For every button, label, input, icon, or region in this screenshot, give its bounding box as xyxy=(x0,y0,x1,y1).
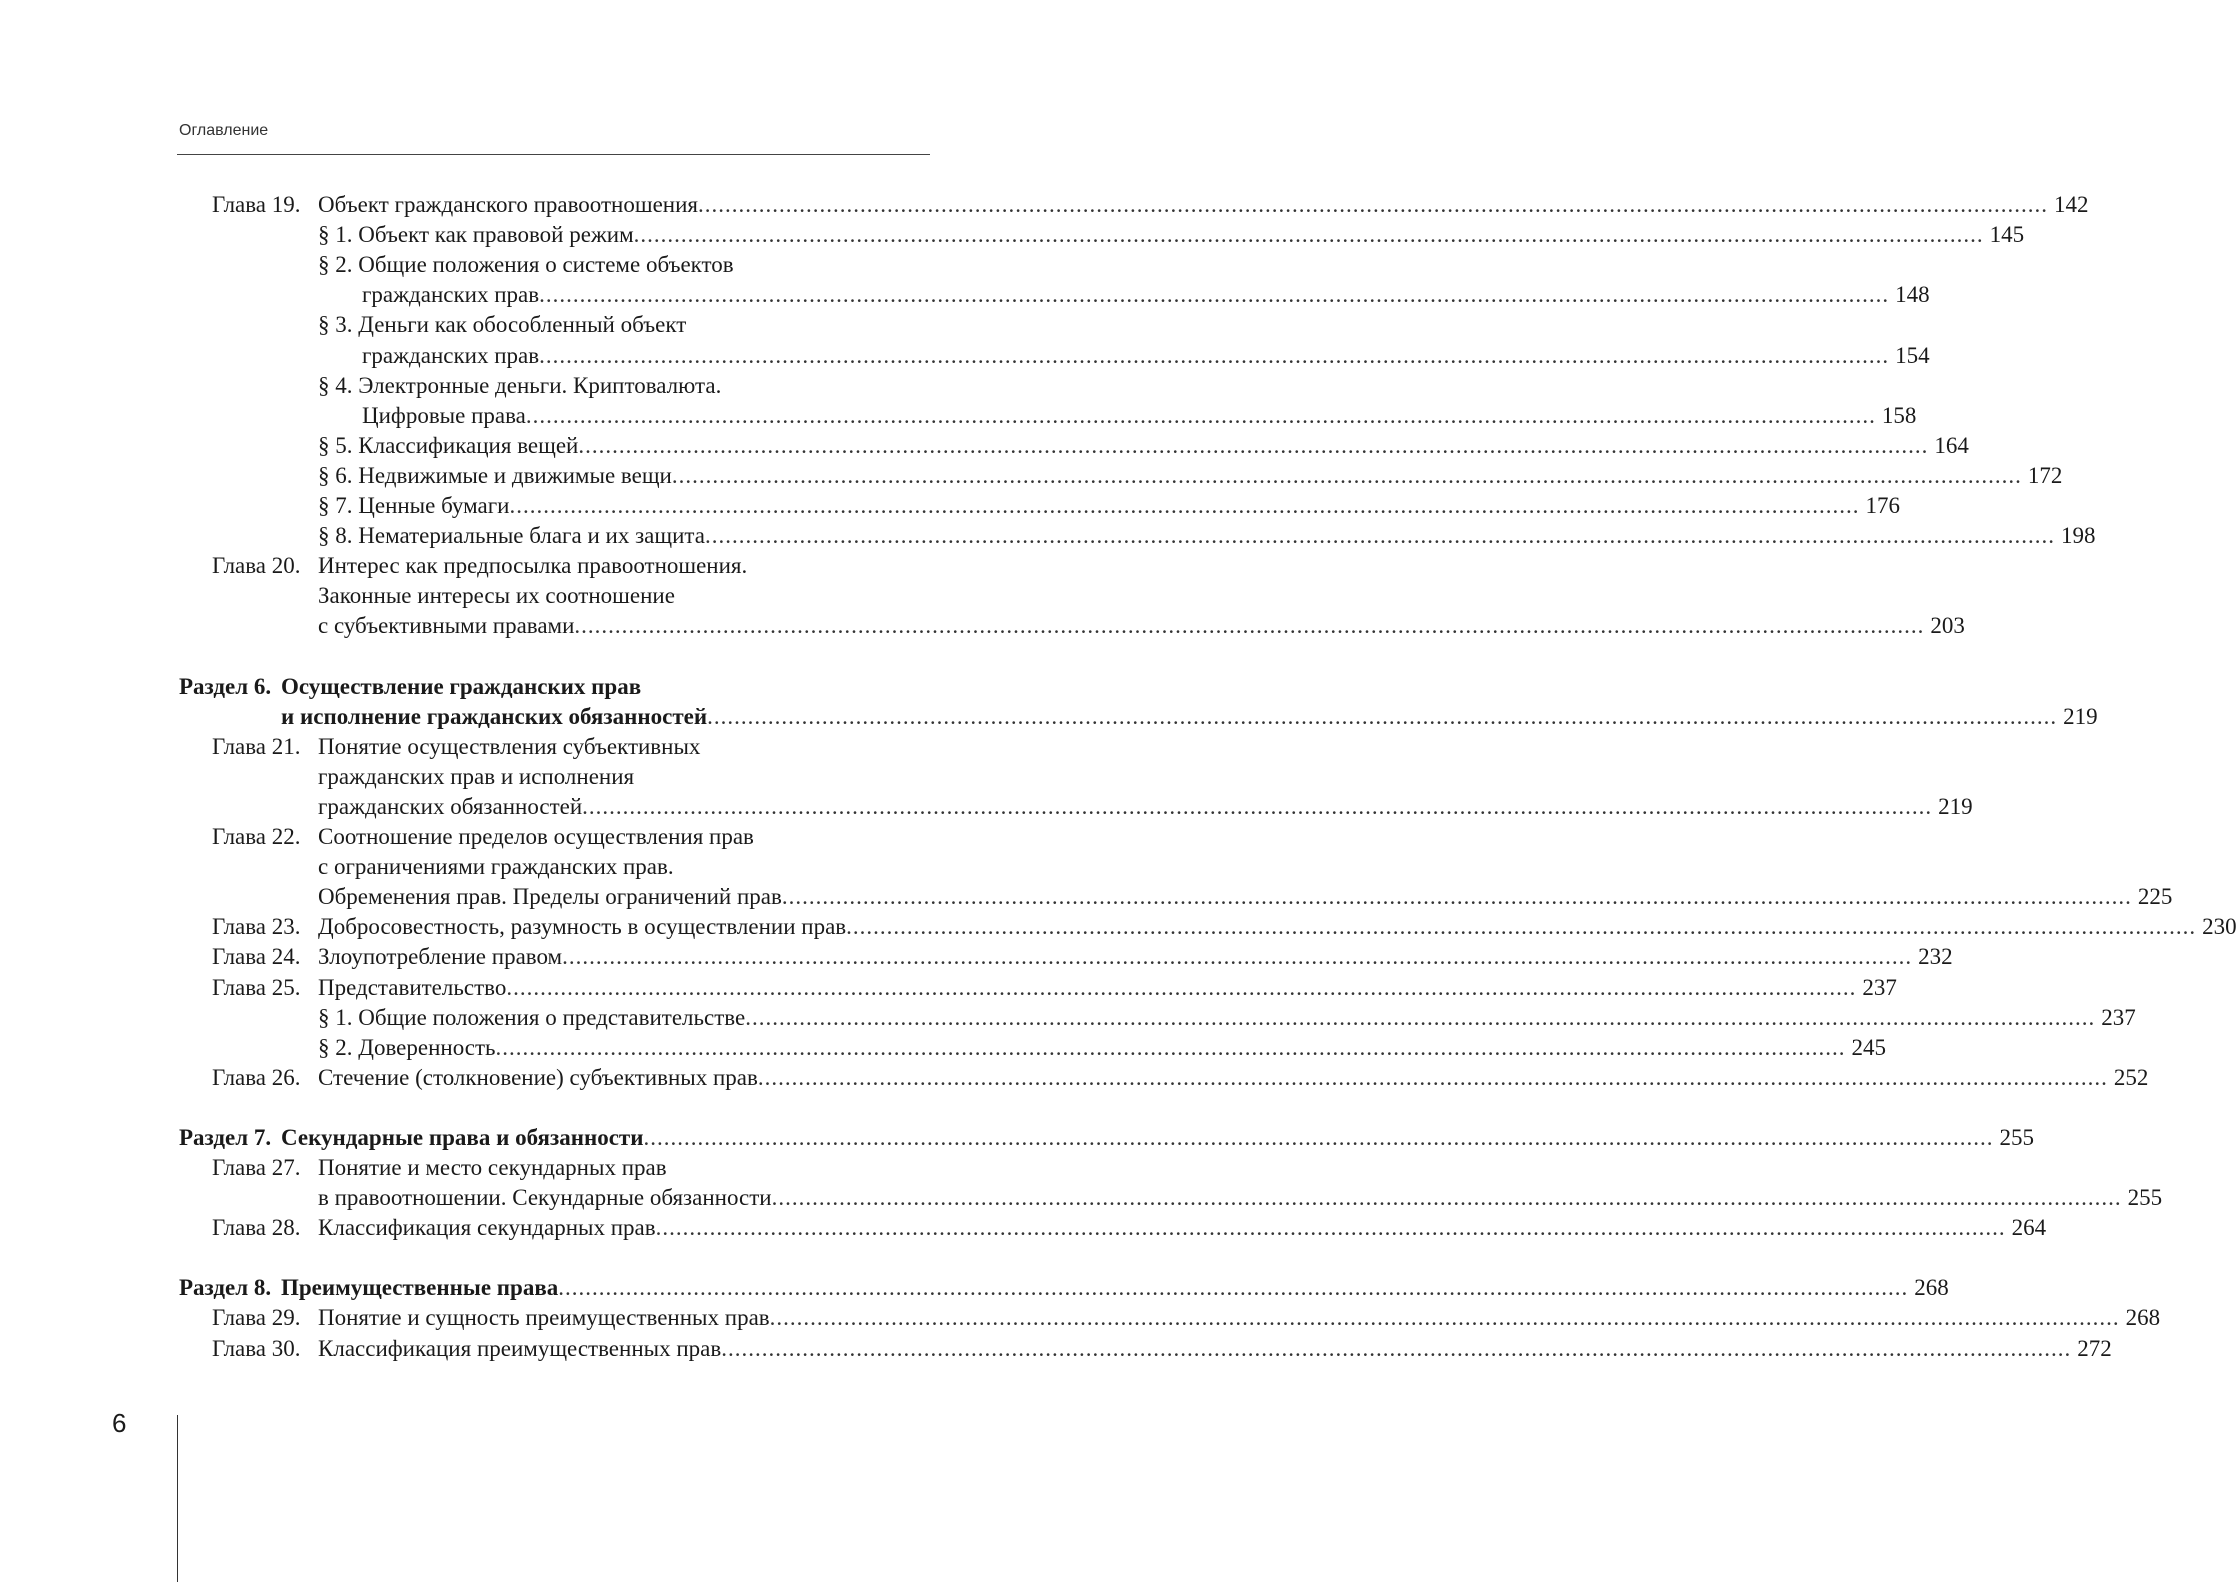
toc-entry-leader xyxy=(318,1213,2047,1243)
toc-page-number: 232 xyxy=(1918,944,1953,970)
dot-leader: ........................................................................................................................................................................................................ xyxy=(769,1305,2120,1331)
toc-entry-title: Стечение (столкновение) субъективных прав xyxy=(318,1064,758,1090)
toc-page-number: 237 xyxy=(1862,974,1897,1000)
toc-page-number: 203 xyxy=(1930,613,1965,639)
dot-leader: ........................................................................................................................................................................................................ xyxy=(707,703,2058,729)
toc-page-number: 272 xyxy=(2077,1335,2112,1361)
toc-entry-leader xyxy=(318,1003,2136,1033)
toc-entry-leader xyxy=(318,912,2237,942)
toc-page-number: 219 xyxy=(2063,703,2098,729)
toc-entry-leader xyxy=(362,280,1930,310)
toc-chapter-line xyxy=(0,942,1953,972)
dot-leader: ........................................................................................................................................................................................................ xyxy=(643,1124,1994,1150)
dot-leader: ........................................................................................................................................................................................................ xyxy=(721,1335,2072,1361)
toc-entry-label: Глава 26. xyxy=(212,1064,301,1090)
toc-entry-title: Преимущественные права xyxy=(281,1275,559,1301)
toc-entry-leader xyxy=(318,431,1969,461)
toc-entry-label: Глава 29. xyxy=(212,1305,301,1331)
toc-entry-label: Раздел 7. xyxy=(179,1124,272,1150)
toc-entry-label: Раздел 6. xyxy=(179,673,272,699)
toc-chapter-line xyxy=(0,732,1137,762)
toc-entry-leader xyxy=(318,882,2173,912)
dot-leader: ........................................................................................................................................................................................................ xyxy=(562,944,1913,970)
toc-page-number: 255 xyxy=(1999,1124,2034,1150)
toc-page-number: 268 xyxy=(1914,1275,1949,1301)
dot-leader: ........................................................................................................................................................................................................ xyxy=(846,914,2197,940)
toc-paragraph-line xyxy=(0,1003,2136,1033)
toc-entry-title: § 1. Объект как правовой режим xyxy=(318,222,634,248)
toc-page-number: 230 xyxy=(2202,914,2237,940)
toc-paragraph-line xyxy=(0,280,1930,310)
toc-entry-label: Глава 21. xyxy=(212,733,301,759)
toc-paragraph-line xyxy=(0,521,2096,551)
dot-leader: ........................................................................................................................................................................................................ xyxy=(539,282,1890,308)
page-number: 6 xyxy=(112,1408,127,1438)
toc-entry-title: Интерес как предпосылка правоотношения. xyxy=(318,553,748,579)
toc-paragraph-line xyxy=(0,431,1969,461)
dot-leader: ........................................................................................................................................................................................................ xyxy=(633,222,1984,248)
toc-page-number: 158 xyxy=(1881,402,1917,428)
toc-chapter-line xyxy=(0,1303,2161,1333)
toc-page-number: 154 xyxy=(1895,342,1930,368)
toc-paragraph-line xyxy=(0,461,2063,491)
toc-entry-title: Осуществление гражданских прав xyxy=(281,673,642,699)
toc-entry-title: § 4. Электронные деньги. Криптовалюта. xyxy=(318,372,722,398)
toc-entry-title: § 8. Нематериальные блага и их защита xyxy=(318,523,705,549)
toc-page-number: 255 xyxy=(2127,1185,2163,1211)
toc-paragraph-line xyxy=(0,220,2025,250)
toc-entry-title: Понятие осуществления субъективных xyxy=(318,733,701,759)
dot-leader: ........................................................................................................................................................................................................ xyxy=(539,342,1890,368)
dot-leader: ........................................................................................................................................................................................................ xyxy=(745,1004,2096,1030)
toc-chapter-line xyxy=(0,762,1137,792)
toc-section-line xyxy=(0,1123,2034,1153)
toc-entry-label: Раздел 8. xyxy=(179,1275,272,1301)
toc-entry-label: Глава 30. xyxy=(212,1335,301,1361)
toc-page-number: 268 xyxy=(2125,1305,2161,1331)
toc-entry-label: Глава 27. xyxy=(212,1155,301,1180)
toc-entry-leader xyxy=(281,702,2098,732)
toc-entry-title: Классификация преимущественных прав xyxy=(318,1335,722,1361)
toc-entry-leader xyxy=(318,190,2089,220)
toc-entry-leader xyxy=(318,1303,2161,1333)
toc-entry-title: с субъективными правами xyxy=(318,613,575,639)
toc-paragraph-line xyxy=(0,371,1137,401)
toc-entry-title: Добросовестность, разумность в осуществлении прав xyxy=(318,914,847,940)
dot-leader: ........................................................................................................................................................................................................ xyxy=(697,192,2048,217)
toc-entry-label: Глава 20. xyxy=(212,553,301,579)
toc-chapter-line xyxy=(0,1334,2112,1364)
toc-page-number: 225 xyxy=(2137,884,2173,910)
header-rule xyxy=(177,154,930,155)
toc-page-number: 264 xyxy=(2011,1215,2047,1241)
dot-leader: ........................................................................................................................................................................................................ xyxy=(771,1185,2122,1211)
toc-entry-label: Глава 28. xyxy=(212,1215,301,1241)
toc-entry-title: § 2. Общие положения о системе объектов xyxy=(318,252,734,278)
dot-leader: ........................................................................................................................................................................................................ xyxy=(525,402,1876,428)
toc-page-number: 237 xyxy=(2101,1004,2136,1030)
dot-leader: ........................................................................................................................................................................................................ xyxy=(582,793,1933,819)
toc-entry-title: Классификация секундарных прав xyxy=(318,1215,656,1241)
dot-leader: ........................................................................................................................................................................................................ xyxy=(506,974,1857,1000)
toc-entry-title: гражданских прав xyxy=(362,342,540,368)
toc-entry-title: Понятие и сущность преимущественных прав xyxy=(318,1305,770,1331)
toc-entry-title: гражданских прав xyxy=(362,282,540,308)
toc-entry-label: Глава 19. xyxy=(212,192,301,217)
toc-entry-leader xyxy=(318,521,2096,551)
toc-entry-title: в правоотношении. Секундарные обязанности xyxy=(318,1185,772,1211)
dot-leader: ........................................................................................................................................................................................................ xyxy=(781,884,2132,910)
toc-chapter-line xyxy=(0,581,1137,611)
toc-entry-leader xyxy=(281,1273,1949,1303)
toc-entry-leader xyxy=(318,1183,2163,1213)
toc-entry-leader xyxy=(318,1033,1887,1063)
toc-entry-label: Глава 25. xyxy=(212,974,301,1000)
toc-paragraph-line xyxy=(0,250,1137,280)
toc-entry-title: Злоупотребление правом xyxy=(318,944,563,970)
toc-page-number: 148 xyxy=(1895,282,1930,308)
toc-chapter-line xyxy=(0,551,1137,581)
toc-entry-leader xyxy=(281,1123,2034,1153)
toc-page-number: 145 xyxy=(1989,222,2025,248)
toc-entry-title: Объект гражданского правоотношения xyxy=(318,192,698,217)
toc-chapter-line xyxy=(0,1153,1137,1183)
toc-entry-title: Понятие и место секундарных прав xyxy=(318,1155,667,1180)
toc-entry-title: Соотношение пределов осуществления прав xyxy=(318,824,754,849)
toc-entry-label: Глава 22. xyxy=(212,824,301,849)
toc-entry-label: Глава 23. xyxy=(212,914,301,940)
toc-entry-title: гражданских обязанностей xyxy=(318,793,583,819)
toc-entry-leader xyxy=(318,792,1973,822)
dot-leader: ........................................................................................................................................................................................................ xyxy=(495,1034,1846,1060)
dot-leader: ........................................................................................................................................................................................................ xyxy=(578,432,1929,458)
toc-page-number: 176 xyxy=(1865,493,1900,518)
toc-entry-leader xyxy=(318,461,2063,491)
toc-chapter-line xyxy=(0,190,2089,220)
toc-entry-title: § 3. Деньги как обособленный объект xyxy=(318,312,687,338)
toc-chapter-line xyxy=(0,852,1137,882)
dot-leader: ........................................................................................................................................................................................................ xyxy=(558,1275,1909,1301)
toc-chapter-line xyxy=(0,973,1897,1003)
toc-page-number: 252 xyxy=(2113,1064,2149,1090)
toc-entry-leader xyxy=(318,1063,2149,1093)
toc-entry-title: Секундарные права и обязанности xyxy=(281,1124,644,1150)
toc-paragraph-line xyxy=(0,341,1930,371)
toc-paragraph-line xyxy=(0,491,1900,521)
toc-entry-leader xyxy=(362,401,1917,431)
toc-chapter-line xyxy=(0,912,2237,942)
toc-entry-title: § 1. Общие положения о представительстве xyxy=(318,1004,746,1030)
dot-leader: ........................................................................................................................................................................................................ xyxy=(655,1215,2006,1241)
toc-entry-title: § 5. Классификация вещей xyxy=(318,432,579,458)
toc-page-number: 172 xyxy=(2027,462,2063,488)
toc-entry-title: § 2. Доверенность xyxy=(318,1034,496,1060)
toc-entry-title: и исполнение гражданских обязанностей xyxy=(281,703,708,729)
toc-entry-leader xyxy=(318,973,1897,1003)
running-title: Оглавление xyxy=(179,122,269,139)
toc-page-number: 198 xyxy=(2060,523,2096,549)
toc-paragraph-line xyxy=(0,310,1137,340)
toc-paragraph-line xyxy=(0,401,1917,431)
toc-chapter-line xyxy=(0,822,1137,852)
toc-entry-leader xyxy=(362,341,1930,371)
toc-entry-title: Представительство xyxy=(318,974,507,1000)
toc-entry-title: гражданских прав и исполнения xyxy=(318,763,635,789)
toc-entry-title: Цифровые права xyxy=(362,402,526,428)
toc-entry-leader xyxy=(318,491,1900,521)
toc-chapter-line xyxy=(0,792,1973,822)
toc-entry-title: с ограничениями гражданских прав. xyxy=(318,854,674,880)
toc-page-number: 142 xyxy=(2053,192,2089,217)
toc-page-number: 219 xyxy=(1938,793,1973,819)
toc-section-line xyxy=(0,672,1137,702)
toc-entry-title: § 7. Ценные бумаги xyxy=(318,493,510,518)
toc-page-number: 245 xyxy=(1851,1034,1887,1060)
toc-entry-title: § 6. Недвижимые и движимые вещи xyxy=(318,462,672,488)
toc-entry-title: Обременения прав. Пределы ограничений прав xyxy=(318,884,782,910)
toc-section-line xyxy=(0,1273,1949,1303)
toc-entry-label: Глава 24. xyxy=(212,944,301,970)
toc-page-number: 164 xyxy=(1934,432,1969,458)
toc-section-line xyxy=(0,702,2098,732)
folio-rule xyxy=(177,1415,178,1582)
toc-paragraph-line xyxy=(0,1033,1887,1063)
dot-leader: ........................................................................................................................................................................................................ xyxy=(704,523,2055,549)
toc-entry-leader xyxy=(318,1334,2112,1364)
toc-entry-leader xyxy=(318,611,1965,641)
toc-chapter-line xyxy=(0,1183,2163,1213)
toc-chapter-line xyxy=(0,611,1965,641)
toc-entry-leader xyxy=(318,942,1953,972)
toc-chapter-line xyxy=(0,1063,2149,1093)
dot-leader: ........................................................................................................................................................................................................ xyxy=(757,1064,2108,1090)
toc-entry-leader xyxy=(318,220,2025,250)
dot-leader: ........................................................................................................................................................................................................ xyxy=(509,493,1860,518)
dot-leader: ........................................................................................................................................................................................................ xyxy=(671,462,2022,488)
toc-chapter-line xyxy=(0,1213,2047,1243)
dot-leader: ........................................................................................................................................................................................................ xyxy=(574,613,1925,639)
toc-chapter-line xyxy=(0,882,2173,912)
toc-entry-title: Законные интересы их соотношение xyxy=(318,583,675,609)
